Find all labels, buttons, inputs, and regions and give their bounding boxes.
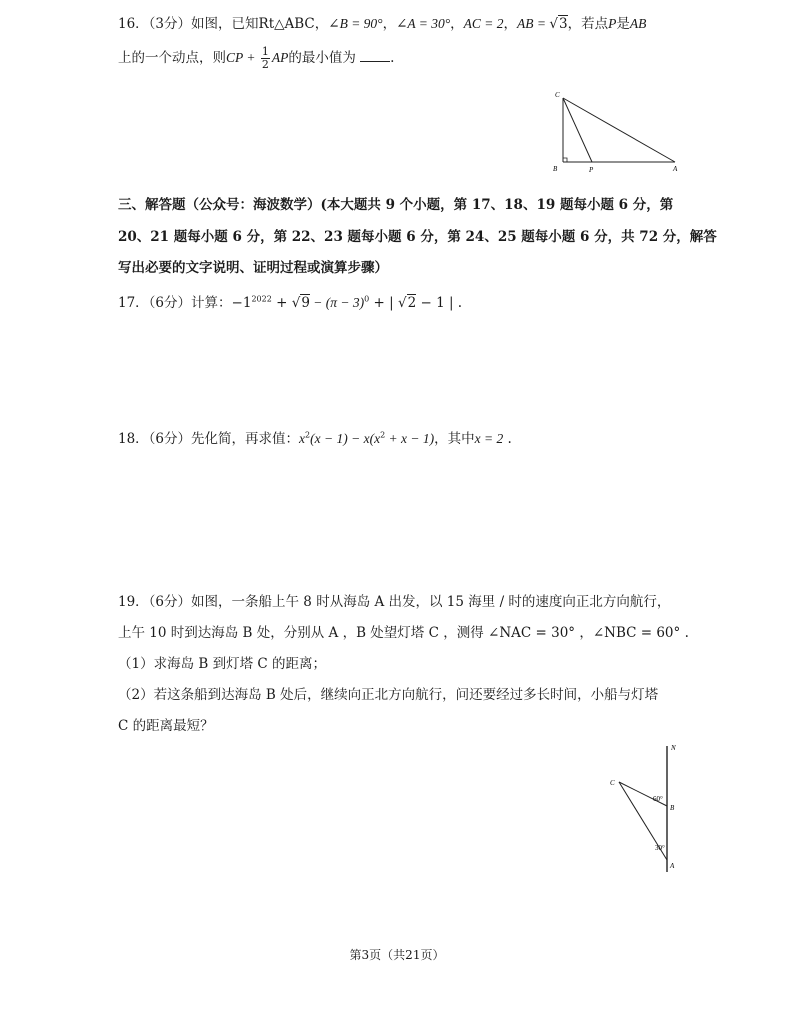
fig1-label-a: A	[673, 165, 678, 173]
q19-line1: 19．（6分）如图，一条船上午 8 时从海岛 A 出发，以 15 海里 / 时的速度向正北方向航行，	[118, 594, 671, 610]
section3-line2: 20、21 题每小题 6 分，第 22、23 题每小题 6 分，第 24、25 题每小题 6 分，共 72 分，解答	[118, 229, 717, 245]
q17-line: 17．（6分）计算：$-1^{2022} + √9 - (\pi - 3)^0$ + | √2 − 1 | .	[118, 294, 463, 311]
fig2-label-b: B	[670, 804, 675, 812]
section3-line1: 三、解答题（公众号：海波数学）(本大题共 9 个小题，第 17、18、19 题每小题 6 分，第	[118, 197, 674, 213]
q18-expr-a: x	[299, 431, 306, 446]
q18-line	[118, 427, 512, 447]
fig2-label-a: A	[670, 862, 675, 870]
q16-frac-num: 1	[261, 45, 269, 58]
q18-prefix: 18．（6分）先化简，再求值：	[118, 431, 300, 447]
q17-term1-exp: 2022	[251, 294, 272, 304]
q16-line2-suffix: 的最小值为	[288, 50, 356, 66]
fig2-label-30: 30°	[655, 844, 665, 852]
q16-line1: 16．（3分）如图，已知Rt△ABC，∠B = 90°，∠A = 30°，AC = 2，AB = √3，若点P是AB	[118, 16, 647, 32]
q16-ap: AP	[271, 50, 289, 65]
fig1-label-c: C	[555, 91, 560, 99]
section3-line3: 写出必要的文字说明、证明过程或演算步骤）	[118, 260, 388, 276]
q18-mid: ，其中	[434, 431, 475, 447]
q16-angle-b: ∠B = 90°	[328, 16, 383, 31]
q16-ab-radicand: 3	[559, 16, 568, 32]
q17-term1: −1	[231, 295, 252, 311]
fig2-label-60: 60°	[653, 795, 663, 803]
q16-triangle: Rt△ABC	[258, 16, 315, 32]
q17-prefix: 17．（6分）计算：	[118, 295, 232, 311]
fig1-label-p: P	[589, 166, 594, 174]
q16-angle-a: ∠A = 30°	[396, 16, 451, 31]
q17-abs-open: + |	[369, 295, 398, 311]
q17-sqrt2: 2	[407, 295, 417, 311]
q19-part2b: C 的距离最短？	[118, 718, 214, 734]
q17-abs-close: − 1 | .	[416, 295, 463, 311]
q16-prefix: 16．（3分）如图，已知	[118, 16, 259, 32]
q16-ab: AB =	[517, 16, 550, 31]
q16-frac-den: 2	[261, 58, 269, 71]
q19-figure	[605, 740, 685, 880]
q16-line2	[118, 46, 394, 71]
q16-tail2: 是	[616, 16, 630, 32]
fig1-label-b: B	[553, 165, 558, 173]
q18-expr-b-exp: 2	[380, 430, 386, 440]
q17-plus: +	[271, 295, 292, 311]
q17-sqrt9: 9	[301, 295, 310, 311]
q18-end: .	[507, 431, 512, 447]
q18-condition: x = 2	[474, 431, 504, 446]
q16-answer-blank	[360, 49, 390, 62]
q16-tail1: ，若点	[567, 16, 609, 32]
q16-period: .	[390, 50, 395, 66]
q17-term3-exp: 0	[364, 294, 370, 304]
q19-line2: 上午 10 时到达海岛 B 处，分别从 A ，B 处望灯塔 C ，测得 ∠NAC = 30° ，∠NBC = 60° .	[118, 625, 689, 641]
q18-expr-c: + x − 1)	[385, 431, 435, 446]
q19-part1: （1）求海岛 B 到灯塔 C 的距离；	[118, 656, 327, 672]
fig2-label-c: C	[610, 779, 615, 787]
q16-figure	[545, 88, 685, 178]
q19-part2: （2）若这条船到达海岛 B 处后，继续向正北方向航行，问还要经过多长时间，小船与灯塔	[118, 687, 659, 703]
q18-expr-a-exp: 2	[305, 430, 311, 440]
q16-ab2: AB	[629, 16, 647, 31]
q16-point-p: P	[608, 16, 617, 31]
fig2-label-n: N	[671, 744, 676, 752]
q16-fraction	[261, 46, 270, 71]
q16-ac: AC = 2	[463, 16, 504, 31]
q16-cp: CP +	[226, 50, 259, 65]
page-footer: 第3页（共21页）	[349, 948, 445, 962]
q17-term3: − (π − 3)	[309, 295, 365, 310]
q18-expr-b: (x − 1) − x(x	[310, 431, 381, 446]
q16-line2-prefix: 上的一个动点，则	[118, 50, 226, 66]
